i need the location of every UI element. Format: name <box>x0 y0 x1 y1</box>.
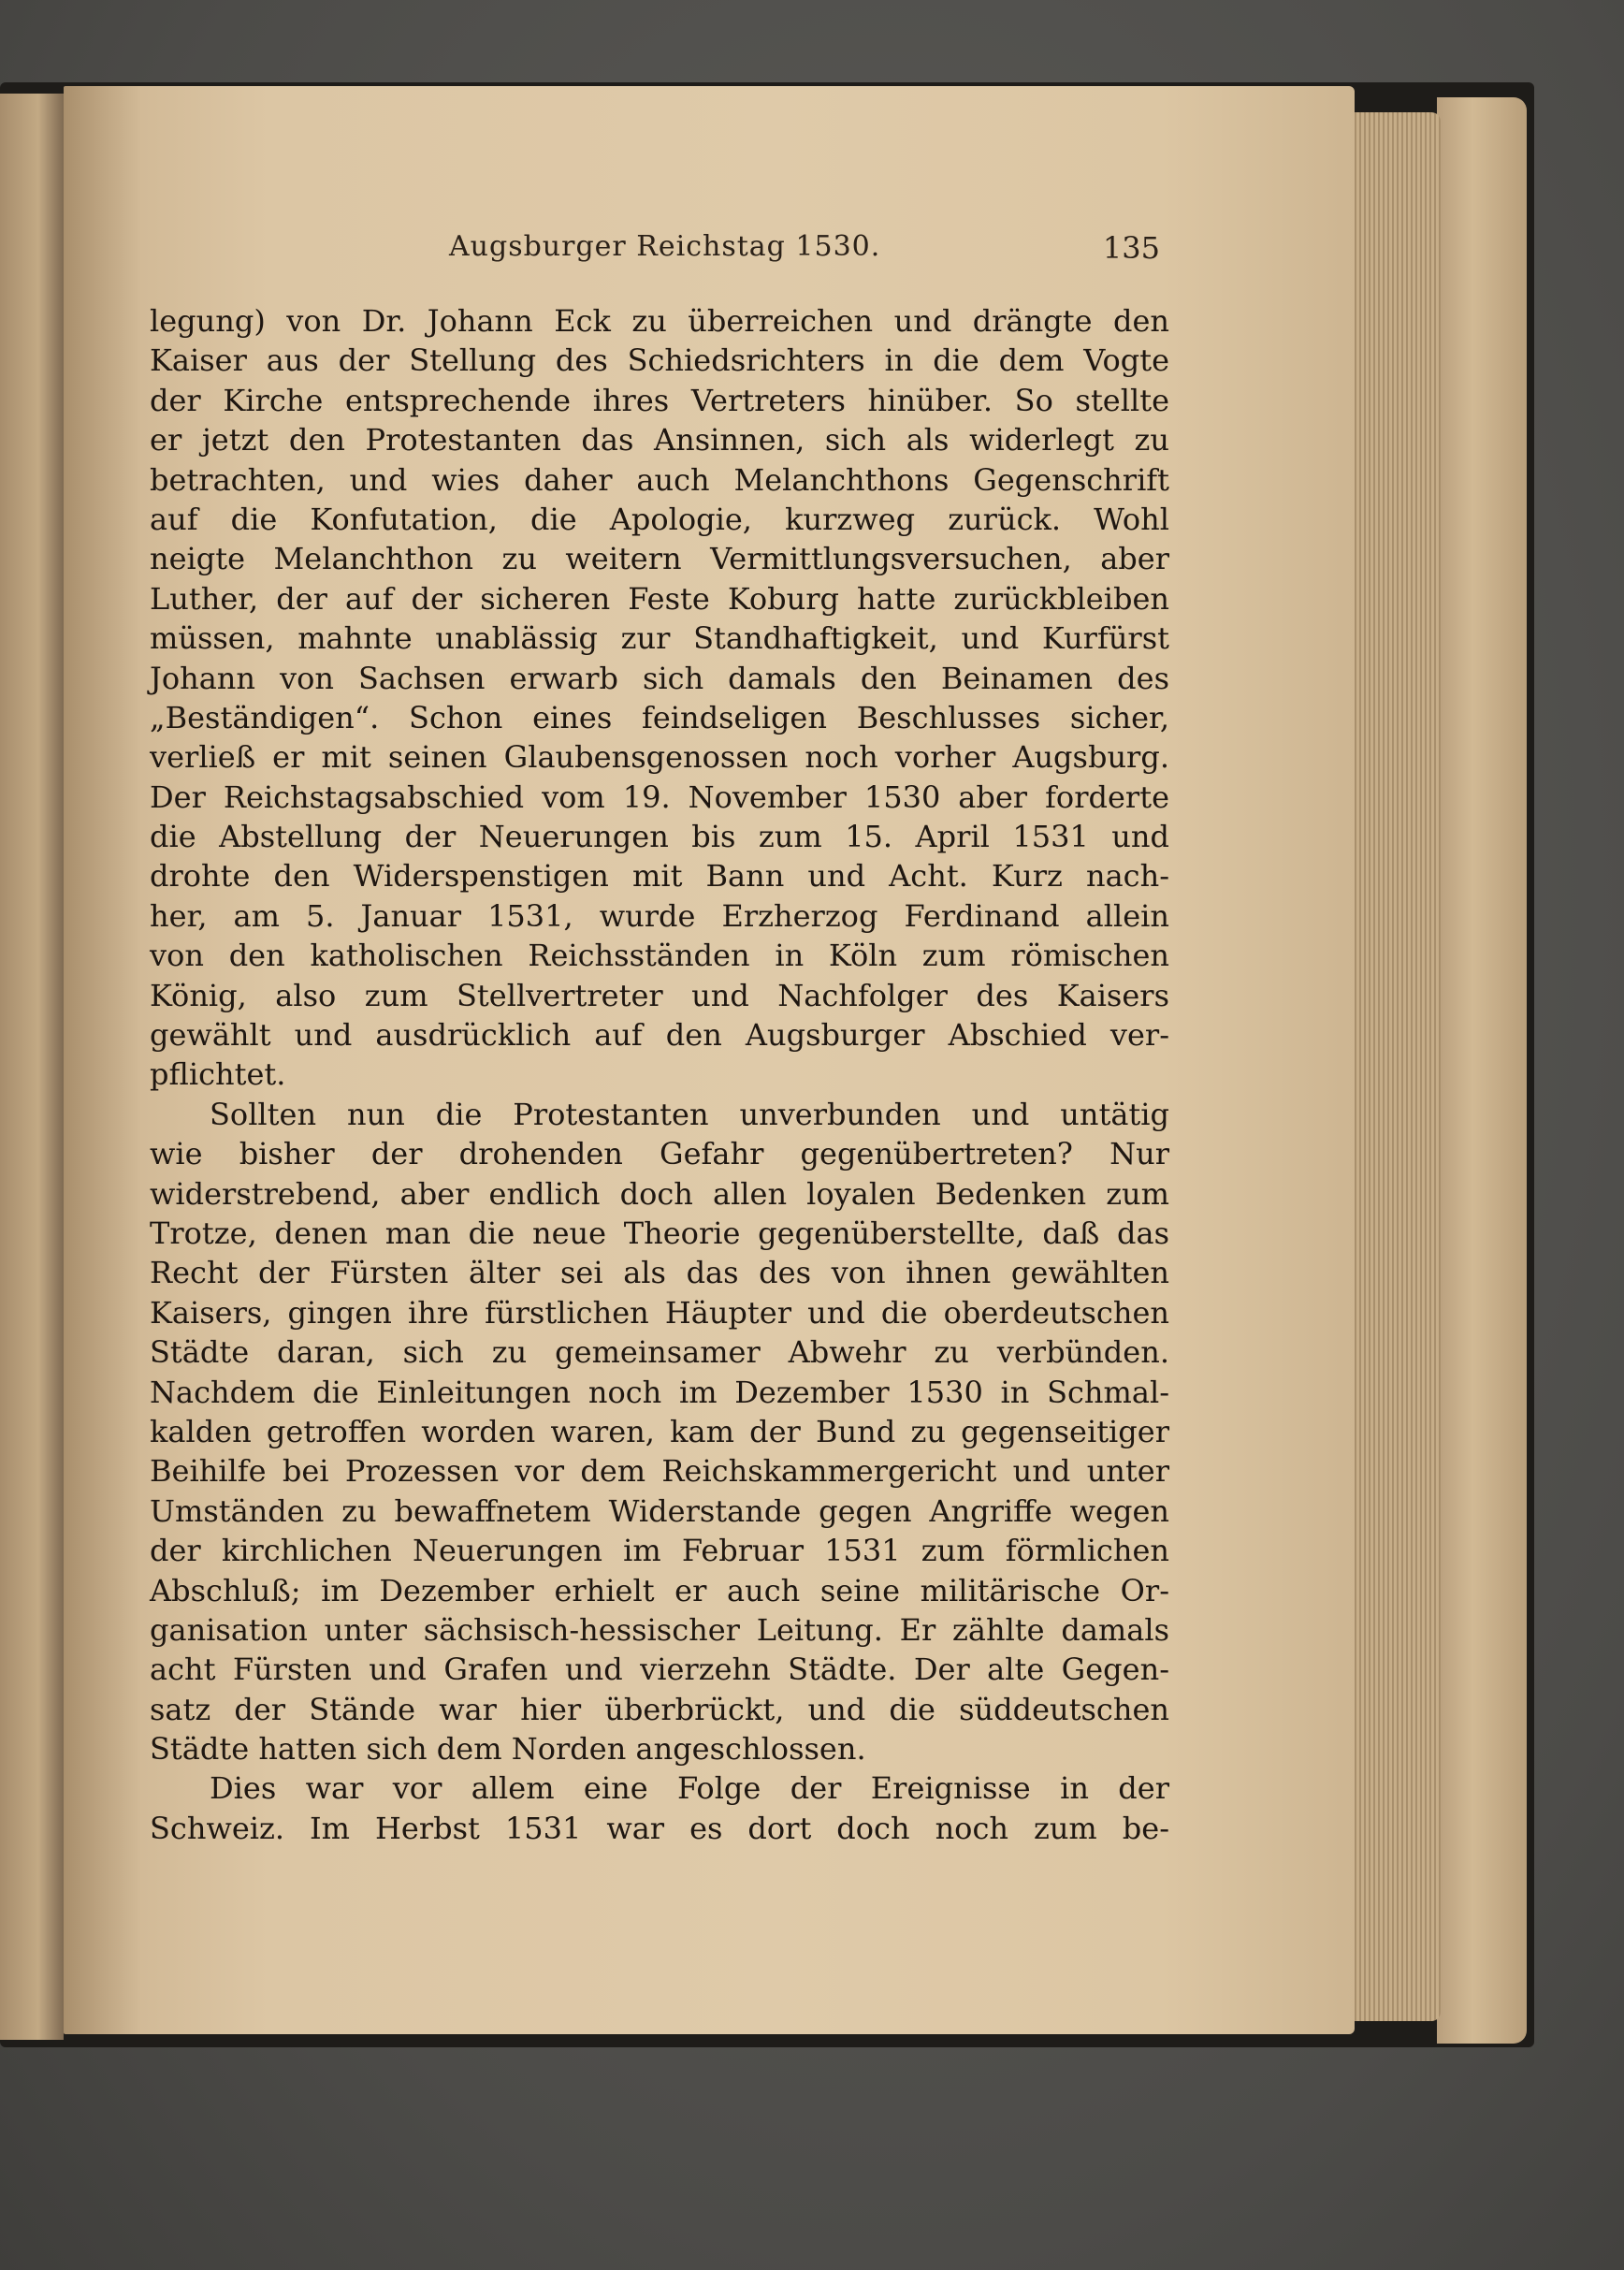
text-line: gewählt und ausdrücklich auf den Augsburger Abschied ver- <box>150 1017 1169 1054</box>
body-text <box>150 301 1169 1848</box>
book-cover-edge <box>1437 97 1527 2044</box>
text-line: pflichtet. <box>150 1056 286 1093</box>
text-line: König, also zum Stellvertreter und Nachfolger des Kaisers <box>150 977 1169 1013</box>
text-line: wie bisher der drohenden Gefahr gegenübertreten? Nur <box>150 1136 1169 1172</box>
text-line: „Beständigen“. Schon eines feindseligen Beschlusses sicher, <box>150 699 1169 735</box>
text-line: Dies war vor allem eine Folge der Ereignisse in der <box>210 1770 1169 1807</box>
text-line: müssen, mahnte unablässig zur Standhaftigkeit, und Kurfürst <box>150 620 1169 657</box>
text-line: neigte Melanchthon zu weitern Vermittlungsversuchen, aber <box>150 541 1169 577</box>
text-line: auf die Konfutation, die Apologie, kurzweg zurück. Wohl <box>150 501 1169 537</box>
text-line: verließ er mit seinen Glaubensgenossen noch vorher Augsburg. <box>150 739 1169 776</box>
text-line: die Abstellung der Neuerungen bis zum 15. April 1531 und <box>150 819 1169 855</box>
text-line: widerstrebend, aber endlich doch allen loyalen Bedenken zum <box>150 1175 1169 1212</box>
text-line: Umständen zu bewaffnetem Widerstande gegen Angriffe wegen <box>150 1492 1169 1529</box>
page-stack-edge <box>1347 112 1441 2021</box>
text-line: Beihilfe bei Prozessen vor dem Reichskammergericht und unter <box>150 1453 1169 1490</box>
text-line: der Kirche entsprechende ihres Vertreters hinüber. So stellte <box>150 382 1169 418</box>
text-line: Schweiz. Im Herbst 1531 war es dort doch noch zum be- <box>150 1810 1169 1846</box>
text-line: ganisation unter sächsisch-hessischer Leitung. Er zählte damals <box>150 1611 1169 1648</box>
text-line: er jetzt den Protestanten das Ansinnen, sich als widerlegt zu <box>150 422 1169 458</box>
text-line: kalden getroffen worden waren, kam der Bund zu gegenseitiger <box>150 1413 1169 1449</box>
page-header <box>449 230 1160 277</box>
text-line: Städte daran, sich zu gemeinsamer Abwehr zu verbünden. <box>150 1334 1169 1371</box>
page-number: 135 <box>1102 230 1160 266</box>
text-line: legung) von Dr. Johann Eck zu überreichen und drängte den <box>150 303 1169 339</box>
running-title: Augsburger Reichstag 1530. <box>449 230 881 263</box>
text-line: Der Reichstagsabschied vom 19. November 1530 aber forderte <box>150 778 1169 815</box>
text-line: Kaiser aus der Stellung des Schiedsrichters in die dem Vogte <box>150 342 1169 379</box>
text-line: her, am 5. Januar 1531, wurde Erzherzog Ferdinand allein <box>150 897 1169 934</box>
text-line: drohte den Widerspenstigen mit Bann und Acht. Kurz nach- <box>150 858 1169 895</box>
text-line: Abschluß; im Dezember erhielt er auch seine militärische Or- <box>150 1572 1169 1608</box>
text-line: Recht der Fürsten älter sei als das des von ihnen gewählten <box>150 1255 1169 1291</box>
left-page-edge <box>0 94 64 2040</box>
text-line: Johann von Sachsen erwarb sich damals den Beinamen des <box>150 660 1169 696</box>
text-line: Luther, der auf der sicheren Feste Koburg hatte zurückbleiben <box>150 580 1169 617</box>
text-line: Trotze, denen man die neue Theorie gegenüberstellte, daß das <box>150 1215 1169 1251</box>
text-line: satz der Stände war hier überbrückt, und die süddeutschen <box>150 1691 1169 1727</box>
text-line: acht Fürsten und Grafen und vierzehn Städte. Der alte Gegen- <box>150 1652 1169 1688</box>
text-line: Nachdem die Einleitungen noch im Dezember 1530 in Schmal- <box>150 1374 1169 1410</box>
text-line: Kaisers, gingen ihre fürstlichen Häupter und die oberdeutschen <box>150 1294 1169 1331</box>
text-line: betrachten, und wies daher auch Melanchthons Gegenschrift <box>150 461 1169 498</box>
text-line: Sollten nun die Protestanten unverbunden und untätig <box>210 1096 1169 1132</box>
text-line: Städte hatten sich dem Norden angeschlossen. <box>150 1731 866 1768</box>
text-line: der kirchlichen Neuerungen im Februar 1531 zum förmlichen <box>150 1533 1169 1569</box>
text-line: von den katholischen Reichsständen in Köln zum römischen <box>150 938 1169 974</box>
